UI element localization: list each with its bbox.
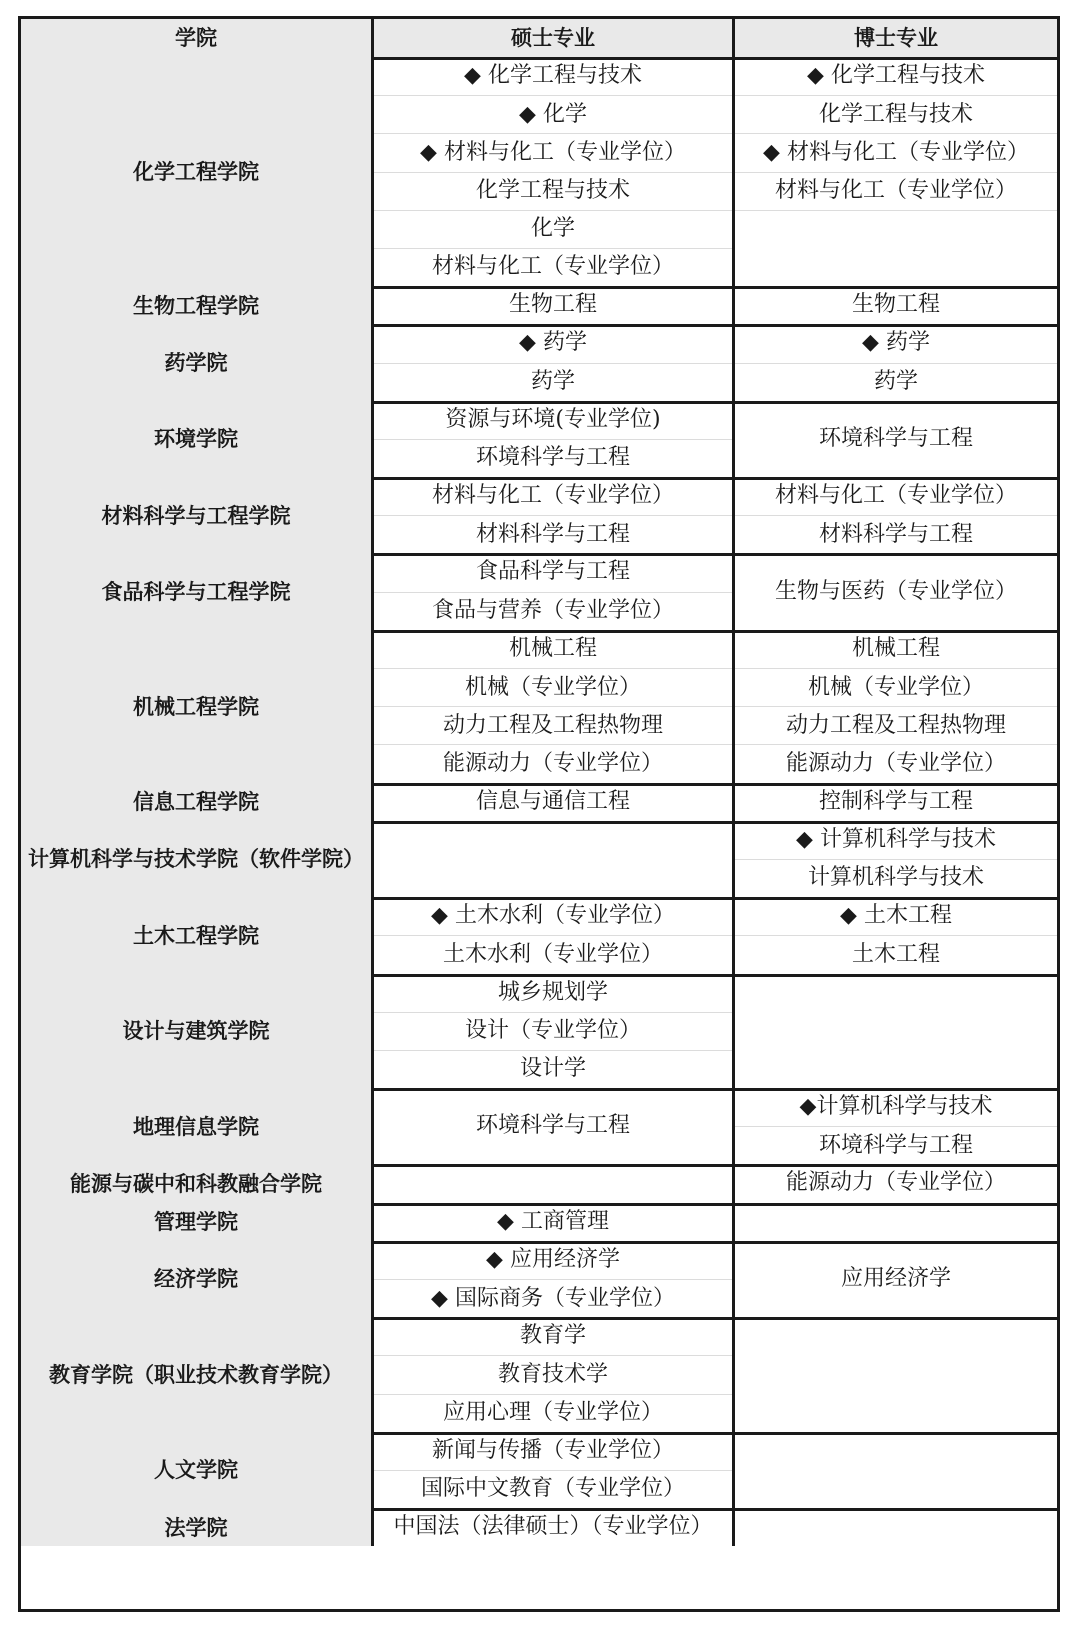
master-major: 能源动力（专业学位）: [374, 744, 732, 782]
doctor-major: 环境科学与工程: [735, 1126, 1057, 1164]
master-major: 土木水利（专业学位）: [374, 935, 732, 973]
doctor-empty: [735, 1432, 1057, 1508]
doctor-major: 材料与化工（专业学位）: [774, 483, 1017, 509]
doctor-major: 应用经济学: [840, 1265, 951, 1291]
master-major: 化学: [374, 210, 732, 248]
master-major: 动力工程及工程热物理: [374, 706, 732, 744]
master-major: 设计（专业学位）: [374, 1012, 732, 1050]
college-name: 环境学院: [21, 401, 371, 477]
header-college: 学院: [21, 19, 371, 57]
master-major: ◆ 国际商务（专业学位）: [374, 1279, 732, 1317]
college-name: 能源与碳中和科教融合学院: [21, 1164, 371, 1202]
master-major: ◆ 化学: [374, 95, 732, 133]
doctor-major: ◆ 计算机科学与技术: [796, 826, 996, 852]
college-name: 化学工程学院: [21, 57, 371, 286]
doctor-major: 材料科学与工程: [735, 515, 1057, 553]
master-empty: [374, 821, 732, 897]
college-name: 生物工程学院: [21, 286, 371, 324]
doctor-major: 机械工程: [851, 635, 940, 661]
doctor-major: 化学工程与技术: [735, 95, 1057, 133]
college-name: 经济学院: [21, 1241, 371, 1317]
master-major: 教育学: [519, 1323, 586, 1349]
doctor-major: 机械（专业学位）: [735, 668, 1057, 706]
master-major: 化学工程与技术: [374, 172, 732, 210]
doctor-major: 能源动力（专业学位）: [735, 744, 1057, 782]
doctor-major: 控制科学与工程: [818, 788, 973, 814]
master-major: ◆ 化学工程与技术: [464, 63, 642, 88]
master-major: 环境科学与工程: [475, 1113, 630, 1139]
doctor-major: ◆ 材料与化工（专业学位）: [735, 133, 1057, 171]
master-major: ◆ 药学: [519, 330, 587, 356]
master-major: 食品与营养（专业学位）: [374, 592, 732, 630]
doctor-empty: [735, 1508, 1057, 1546]
college-name: 信息工程学院: [21, 783, 371, 821]
doctor-major: ◆计算机科学与技术: [799, 1094, 993, 1120]
master-major: 材料与化工（专业学位）: [431, 483, 674, 509]
doctor-major: 材料与化工（专业学位）: [735, 172, 1057, 210]
college-name: 计算机科学与技术学院（软件学院）: [21, 821, 371, 897]
master-major: 材料科学与工程: [374, 515, 732, 553]
master-major: 应用心理（专业学位）: [374, 1394, 732, 1432]
master-major: 食品科学与工程: [475, 559, 630, 585]
doctor-major: 能源动力（专业学位）: [785, 1170, 1006, 1196]
master-empty: [374, 1164, 732, 1202]
doctor-major: ◆ 化学工程与技术: [807, 63, 985, 88]
header-master: 硕士专业: [374, 19, 732, 57]
college-name: 材料科学与工程学院: [21, 477, 371, 553]
master-major: 环境科学与工程: [374, 439, 732, 477]
master-major: 材料与化工（专业学位）: [374, 248, 732, 286]
header-doctor: 博士专业: [735, 19, 1057, 57]
college-name: 教育学院（职业技术教育学院）: [21, 1317, 371, 1432]
master-major: ◆ 土木水利（专业学位）: [431, 903, 675, 929]
majors-table: [18, 16, 1060, 1612]
master-major: 新闻与传播（专业学位）: [431, 1437, 674, 1463]
college-name: 机械工程学院: [21, 630, 371, 783]
doctor-major: 计算机科学与技术: [735, 859, 1057, 897]
college-name: 土木工程学院: [21, 897, 371, 973]
doctor-major: 生物工程: [851, 292, 940, 318]
master-major: 中国法（法律硕士）（专业学位）: [393, 1514, 713, 1540]
doctor-empty: [735, 1203, 1057, 1241]
doctor-major: 生物与医药（专业学位）: [774, 578, 1017, 604]
doctor-major: 药学: [735, 363, 1057, 401]
college-name: 食品科学与工程学院: [21, 553, 371, 629]
doctor-major: 环境科学与工程: [818, 425, 973, 451]
college-name: 管理学院: [21, 1203, 371, 1241]
master-major: ◆ 应用经济学: [486, 1246, 620, 1272]
master-major: 机械（专业学位）: [374, 668, 732, 706]
master-major: 信息与通信工程: [475, 788, 630, 814]
doctor-major: ◆ 药学: [862, 330, 930, 356]
doctor-major: 动力工程及工程热物理: [735, 706, 1057, 744]
college-name: 药学院: [21, 324, 371, 400]
master-major: 机械工程: [508, 635, 597, 661]
master-major: 生物工程: [508, 292, 597, 318]
college-name: 设计与建筑学院: [21, 974, 371, 1089]
college-name: 地理信息学院: [21, 1088, 371, 1164]
doctor-empty: [735, 1317, 1057, 1432]
master-major: 城乡规划学: [497, 979, 608, 1005]
college-name: 人文学院: [21, 1432, 371, 1508]
master-major: ◆ 材料与化工（专业学位）: [374, 133, 732, 171]
doctor-empty: [735, 974, 1057, 1089]
master-major: 资源与环境(专业学位): [445, 406, 661, 432]
master-major: ◆ 工商管理: [497, 1208, 609, 1234]
master-major: 药学: [374, 363, 732, 401]
doctor-major: ◆ 土木工程: [840, 903, 952, 929]
doctor-empty: [735, 210, 1057, 286]
master-major: 设计学: [374, 1050, 732, 1088]
master-major: 教育技术学: [374, 1355, 732, 1393]
college-name: 法学院: [21, 1508, 371, 1546]
doctor-major: 土木工程: [735, 935, 1057, 973]
master-major: 国际中文教育（专业学位）: [374, 1470, 732, 1508]
